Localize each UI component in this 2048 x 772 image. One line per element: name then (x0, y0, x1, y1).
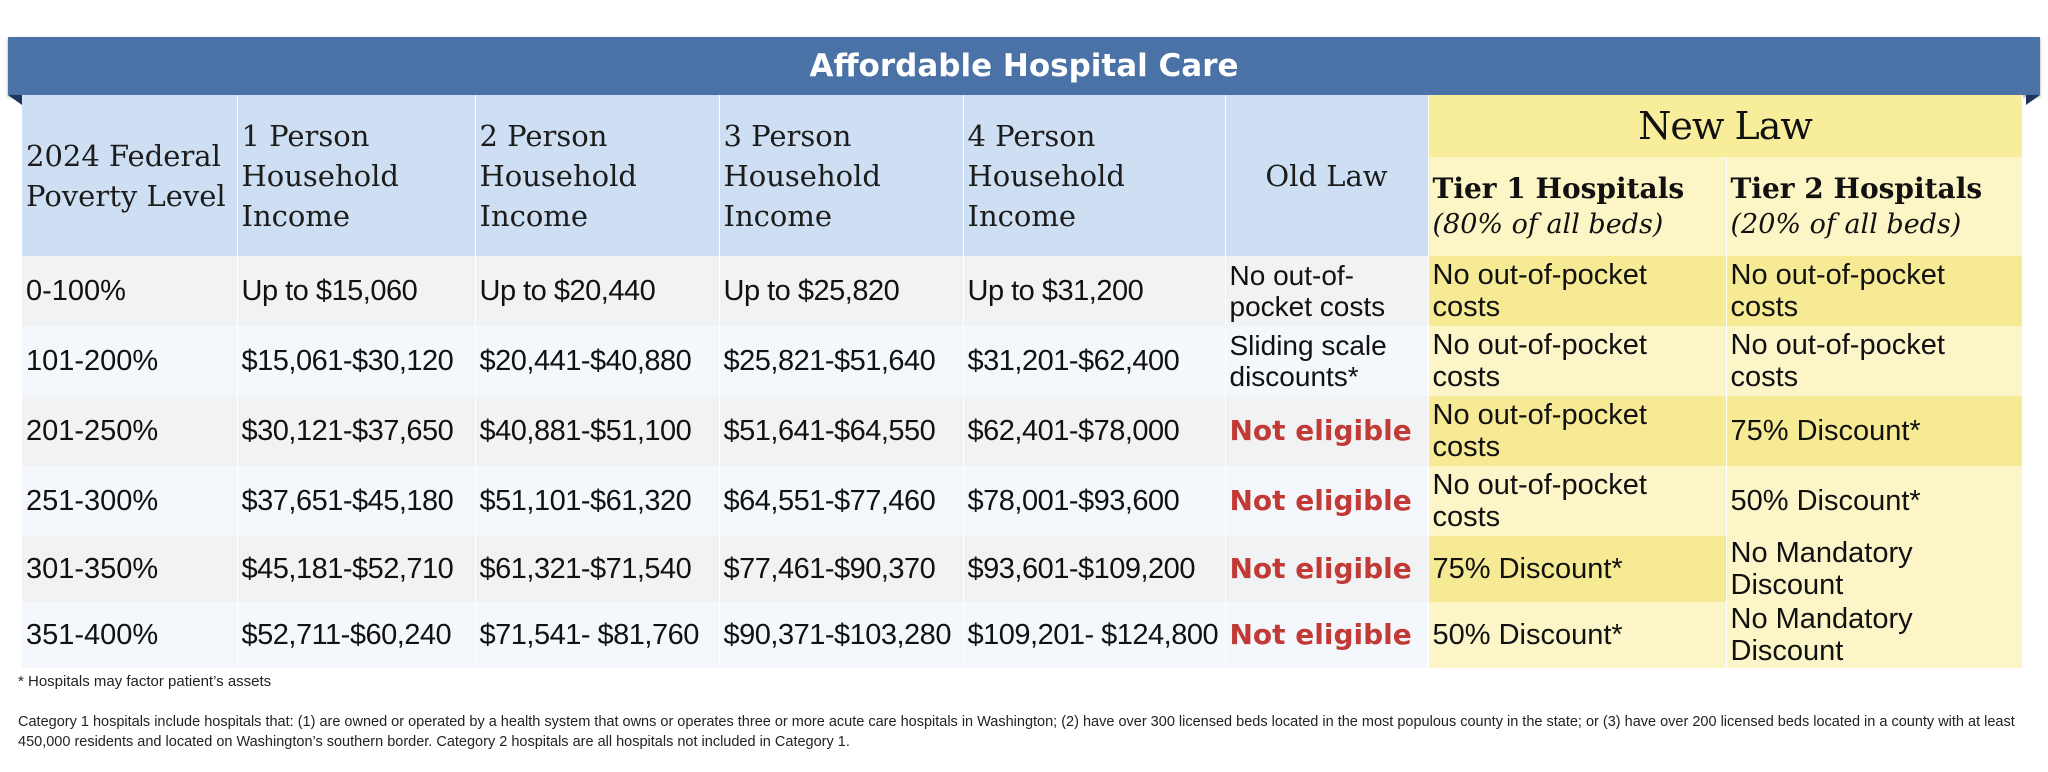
cell-tier2: No Mandatory Discount (1726, 536, 2022, 602)
header-1-person: 1 Person Household Income (237, 95, 475, 256)
title-banner (8, 37, 2040, 95)
table-row (22, 602, 2022, 668)
cell-hh2: $61,321-$71,540 (475, 536, 719, 602)
header-tier1 (1428, 157, 1726, 256)
cell-fpl: 201-250% (22, 396, 237, 466)
assets-footnote: * Hospitals may factor patient’s assets (18, 673, 272, 690)
tier2-subtitle: (20% of all beds) (1730, 208, 1962, 240)
cell-old-law: Not eligible (1225, 396, 1428, 466)
category-definitions-note: Category 1 hospitals include hospitals that: (1) are owned or operated by a health system that owns or operates three or more acute care hospitals in Washington; (2) have over 300 licensed beds located in the most populous county in the state; or (3) have over 200 licensed beds located in a county with at least 450,000 residents and located on Washington’s southern border. Category 2 hospitals are all hospitals not included in Category 1. (18, 714, 2015, 750)
table-row (22, 396, 2022, 466)
cell-tier2: No out-of-pocket costs (1726, 326, 2022, 396)
cell-hh4: Up to $31,200 (963, 256, 1225, 326)
cell-hh4: $62,401-$78,000 (963, 396, 1225, 466)
cell-hh2: $40,881-$51,100 (475, 396, 719, 466)
cell-old-law: Not eligible (1225, 466, 1428, 536)
cell-hh3: $90,371-$103,280 (719, 602, 963, 668)
cell-hh1: Up to $15,060 (237, 256, 475, 326)
banner-fold-left (8, 95, 22, 105)
cell-hh4: $109,201- $124,800 (963, 602, 1225, 668)
cell-hh1: $30,121-$37,650 (237, 396, 475, 466)
header-old-law: Old Law (1225, 95, 1428, 256)
cell-fpl: 101-200% (22, 326, 237, 396)
cell-tier1: 50% Discount* (1428, 602, 1726, 668)
cell-tier1: No out-of-pocket costs (1428, 396, 1726, 466)
cell-fpl: 0-100% (22, 256, 237, 326)
header-3-person: 3 Person Household Income (719, 95, 963, 256)
tier1-subtitle: (80% of all beds) (1432, 208, 1664, 240)
cell-hh1: $37,651-$45,180 (237, 466, 475, 536)
header-tier2 (1726, 157, 2022, 256)
cell-tier2: 50% Discount* (1726, 466, 2022, 536)
banner-fold-right (2026, 95, 2040, 105)
header-new-law: New Law (1428, 95, 2022, 157)
cell-hh4: $31,201-$62,400 (963, 326, 1225, 396)
income-table (22, 95, 2023, 668)
cell-hh3: Up to $25,820 (719, 256, 963, 326)
cell-hh3: $64,551-$77,460 (719, 466, 963, 536)
cell-old-law: Not eligible (1225, 536, 1428, 602)
table-row (22, 256, 2022, 326)
table-row (22, 466, 2022, 536)
cell-hh2: $51,101-$61,320 (475, 466, 719, 536)
cell-tier1: No out-of-pocket costs (1428, 326, 1726, 396)
tier1-title: Tier 1 Hospitals (1432, 171, 1685, 205)
cell-hh4: $93,601-$109,200 (963, 536, 1225, 602)
cell-tier2: No out-of-pocket costs (1726, 256, 2022, 326)
cell-hh2: $20,441-$40,880 (475, 326, 719, 396)
cell-hh3: $51,641-$64,550 (719, 396, 963, 466)
cell-hh1: $15,061-$30,120 (237, 326, 475, 396)
page-title: Affordable Hospital Care (809, 48, 1239, 84)
cell-hh2: Up to $20,440 (475, 256, 719, 326)
cell-old-law: Sliding scale discounts* (1225, 326, 1428, 396)
cell-hh1: $52,711-$60,240 (237, 602, 475, 668)
cell-hh2: $71,541- $81,760 (475, 602, 719, 668)
cell-fpl: 301-350% (22, 536, 237, 602)
header-4-person: 4 Person Household Income (963, 95, 1225, 256)
cell-tier1: 75% Discount* (1428, 536, 1726, 602)
cell-hh1: $45,181-$52,710 (237, 536, 475, 602)
cell-old-law: No out-of-pocket costs (1225, 256, 1428, 326)
header-2-person: 2 Person Household Income (475, 95, 719, 256)
header-fpl: 2024 Federal Poverty Level (22, 95, 237, 256)
tier2-title: Tier 2 Hospitals (1730, 171, 1983, 205)
cell-hh4: $78,001-$93,600 (963, 466, 1225, 536)
table-row (22, 326, 2022, 396)
cell-old-law: Not eligible (1225, 602, 1428, 668)
cell-hh3: $25,821-$51,640 (719, 326, 963, 396)
table-row (22, 536, 2022, 602)
cell-fpl: 251-300% (22, 466, 237, 536)
cell-tier2: 75% Discount* (1726, 396, 2022, 466)
cell-tier1: No out-of-pocket costs (1428, 466, 1726, 536)
cell-tier2: No Mandatory Discount (1726, 602, 2022, 668)
cell-tier1: No out-of-pocket costs (1428, 256, 1726, 326)
cell-hh3: $77,461-$90,370 (719, 536, 963, 602)
cell-fpl: 351-400% (22, 602, 237, 668)
